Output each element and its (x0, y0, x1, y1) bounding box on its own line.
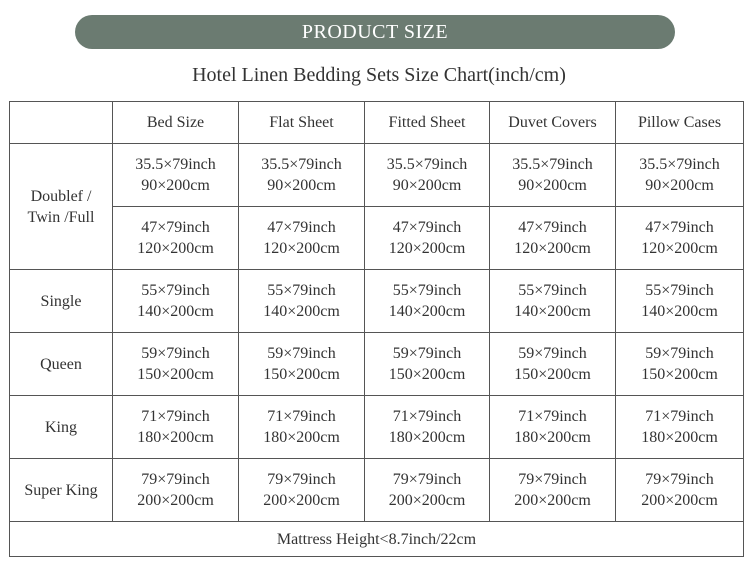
size-cm: 90×200cm (267, 177, 336, 194)
header-flat-sheet: Flat Sheet (239, 102, 365, 144)
size-cm: 180×200cm (514, 429, 591, 446)
size-inch: 79×79inch (141, 471, 210, 488)
product-size-banner (75, 15, 675, 49)
size-cell (239, 270, 365, 333)
size-cm: 180×200cm (388, 429, 466, 446)
size-cell (365, 333, 490, 396)
size-inch: 35.5×79inch (512, 156, 593, 173)
size-cm: 120×200cm (263, 240, 340, 257)
header-pillow-cases: Pillow Cases (616, 102, 744, 144)
size-cell (239, 396, 365, 459)
size-chart-title: Hotel Linen Bedding Sets Size Chart(inch/cm) (192, 64, 566, 86)
size-cell (113, 270, 239, 333)
bed-type-label (10, 333, 113, 396)
size-cm: 200×200cm (137, 492, 214, 509)
size-inch: 47×79inch (141, 219, 210, 236)
size-cell (616, 270, 744, 333)
size-cm: 180×200cm (641, 429, 718, 446)
size-inch: 35.5×79inch (386, 156, 468, 173)
size-cm: 150×200cm (641, 366, 718, 383)
bed-type-label (10, 459, 113, 522)
size-cell (616, 459, 744, 522)
header-fitted-sheet: Fitted Sheet (365, 102, 490, 144)
size-cell (616, 144, 744, 207)
size-cm: 90×200cm (392, 177, 462, 194)
size-inch: 71×79inch (392, 408, 462, 425)
size-inch: 71×79inch (267, 408, 336, 425)
size-inch: 55×79inch (518, 282, 587, 299)
size-inch: 79×79inch (645, 471, 714, 488)
size-inch: 55×79inch (141, 282, 210, 299)
header-row (10, 102, 744, 144)
size-cell (490, 207, 616, 270)
bed-type-label-line2: Twin /Full (27, 208, 95, 226)
size-inch: 71×79inch (645, 408, 714, 425)
size-cell (490, 270, 616, 333)
size-cm: 200×200cm (641, 492, 718, 509)
size-cell (365, 270, 490, 333)
size-inch: 35.5×79inch (261, 156, 342, 173)
size-cm: 200×200cm (514, 492, 591, 509)
size-cell (239, 144, 365, 207)
bed-type-label (10, 144, 113, 270)
size-cm: 150×200cm (388, 366, 466, 383)
size-inch: 71×79inch (141, 408, 210, 425)
size-cm: 120×200cm (641, 240, 718, 257)
size-cell (490, 333, 616, 396)
size-inch: 59×79inch (392, 345, 462, 362)
size-cell (365, 144, 490, 207)
size-cm: 90×200cm (141, 177, 210, 194)
size-cm: 90×200cm (518, 177, 587, 194)
mattress-height-note: Mattress Height<8.7inch/22cm (10, 522, 744, 557)
size-cell (365, 459, 490, 522)
banner-title: PRODUCT SIZE (301, 20, 449, 43)
size-inch: 59×79inch (267, 345, 336, 362)
size-cm: 140×200cm (641, 303, 718, 320)
size-cell (239, 207, 365, 270)
size-cell (365, 396, 490, 459)
size-cell (239, 333, 365, 396)
size-cell (113, 333, 239, 396)
size-row (10, 396, 744, 459)
size-inch: 55×79inch (392, 282, 462, 299)
size-chart-table (9, 101, 744, 557)
size-row (10, 459, 744, 522)
size-cell (490, 459, 616, 522)
size-inch: 47×79inch (518, 219, 587, 236)
size-cm: 180×200cm (263, 429, 340, 446)
size-cell (490, 396, 616, 459)
size-inch: 59×79inch (141, 345, 210, 362)
size-cm: 90×200cm (645, 177, 714, 194)
size-cm: 200×200cm (388, 492, 466, 509)
size-cm: 120×200cm (514, 240, 591, 257)
bed-type-label (10, 270, 113, 333)
bed-type-label-line1: Queen (40, 355, 82, 373)
size-cm: 200×200cm (263, 492, 340, 509)
bed-type-label-line1: Super King (24, 481, 98, 499)
size-cell (113, 459, 239, 522)
size-cell (365, 207, 490, 270)
size-inch: 55×79inch (645, 282, 714, 299)
size-cell (113, 207, 239, 270)
size-row (10, 270, 744, 333)
size-row (10, 207, 744, 270)
size-inch: 35.5×79inch (639, 156, 720, 173)
header-duvet-covers: Duvet Covers (490, 102, 616, 144)
bed-type-label-line1: Doublef / (30, 187, 92, 205)
size-inch: 79×79inch (267, 471, 336, 488)
size-inch: 47×79inch (267, 219, 336, 236)
size-cell (616, 396, 744, 459)
size-cm: 140×200cm (263, 303, 340, 320)
size-row (10, 333, 744, 396)
size-cm: 180×200cm (137, 429, 214, 446)
size-cm: 120×200cm (137, 240, 214, 257)
size-cm: 150×200cm (137, 366, 214, 383)
size-cm: 140×200cm (388, 303, 466, 320)
size-inch: 35.5×79inch (135, 156, 216, 173)
bed-type-label (10, 396, 113, 459)
size-cell (490, 144, 616, 207)
size-inch: 71×79inch (518, 408, 587, 425)
size-row (10, 144, 744, 207)
size-inch: 47×79inch (645, 219, 714, 236)
size-cm: 140×200cm (137, 303, 214, 320)
size-cell (113, 396, 239, 459)
bed-type-label-line1: King (45, 418, 77, 436)
size-cell (239, 459, 365, 522)
size-cell (616, 207, 744, 270)
size-inch: 79×79inch (392, 471, 462, 488)
header-bed-size: Bed Size (113, 102, 239, 144)
bed-type-label-line1: Single (40, 292, 82, 310)
size-cm: 150×200cm (514, 366, 591, 383)
size-cm: 140×200cm (514, 303, 591, 320)
size-cm: 120×200cm (388, 240, 466, 257)
size-inch: 59×79inch (645, 345, 714, 362)
size-inch: 79×79inch (518, 471, 587, 488)
size-cell (616, 333, 744, 396)
size-cell (113, 144, 239, 207)
size-inch: 47×79inch (392, 219, 462, 236)
size-inch: 55×79inch (267, 282, 336, 299)
size-cm: 150×200cm (263, 366, 340, 383)
header-corner-cell (10, 102, 113, 144)
size-inch: 59×79inch (518, 345, 587, 362)
